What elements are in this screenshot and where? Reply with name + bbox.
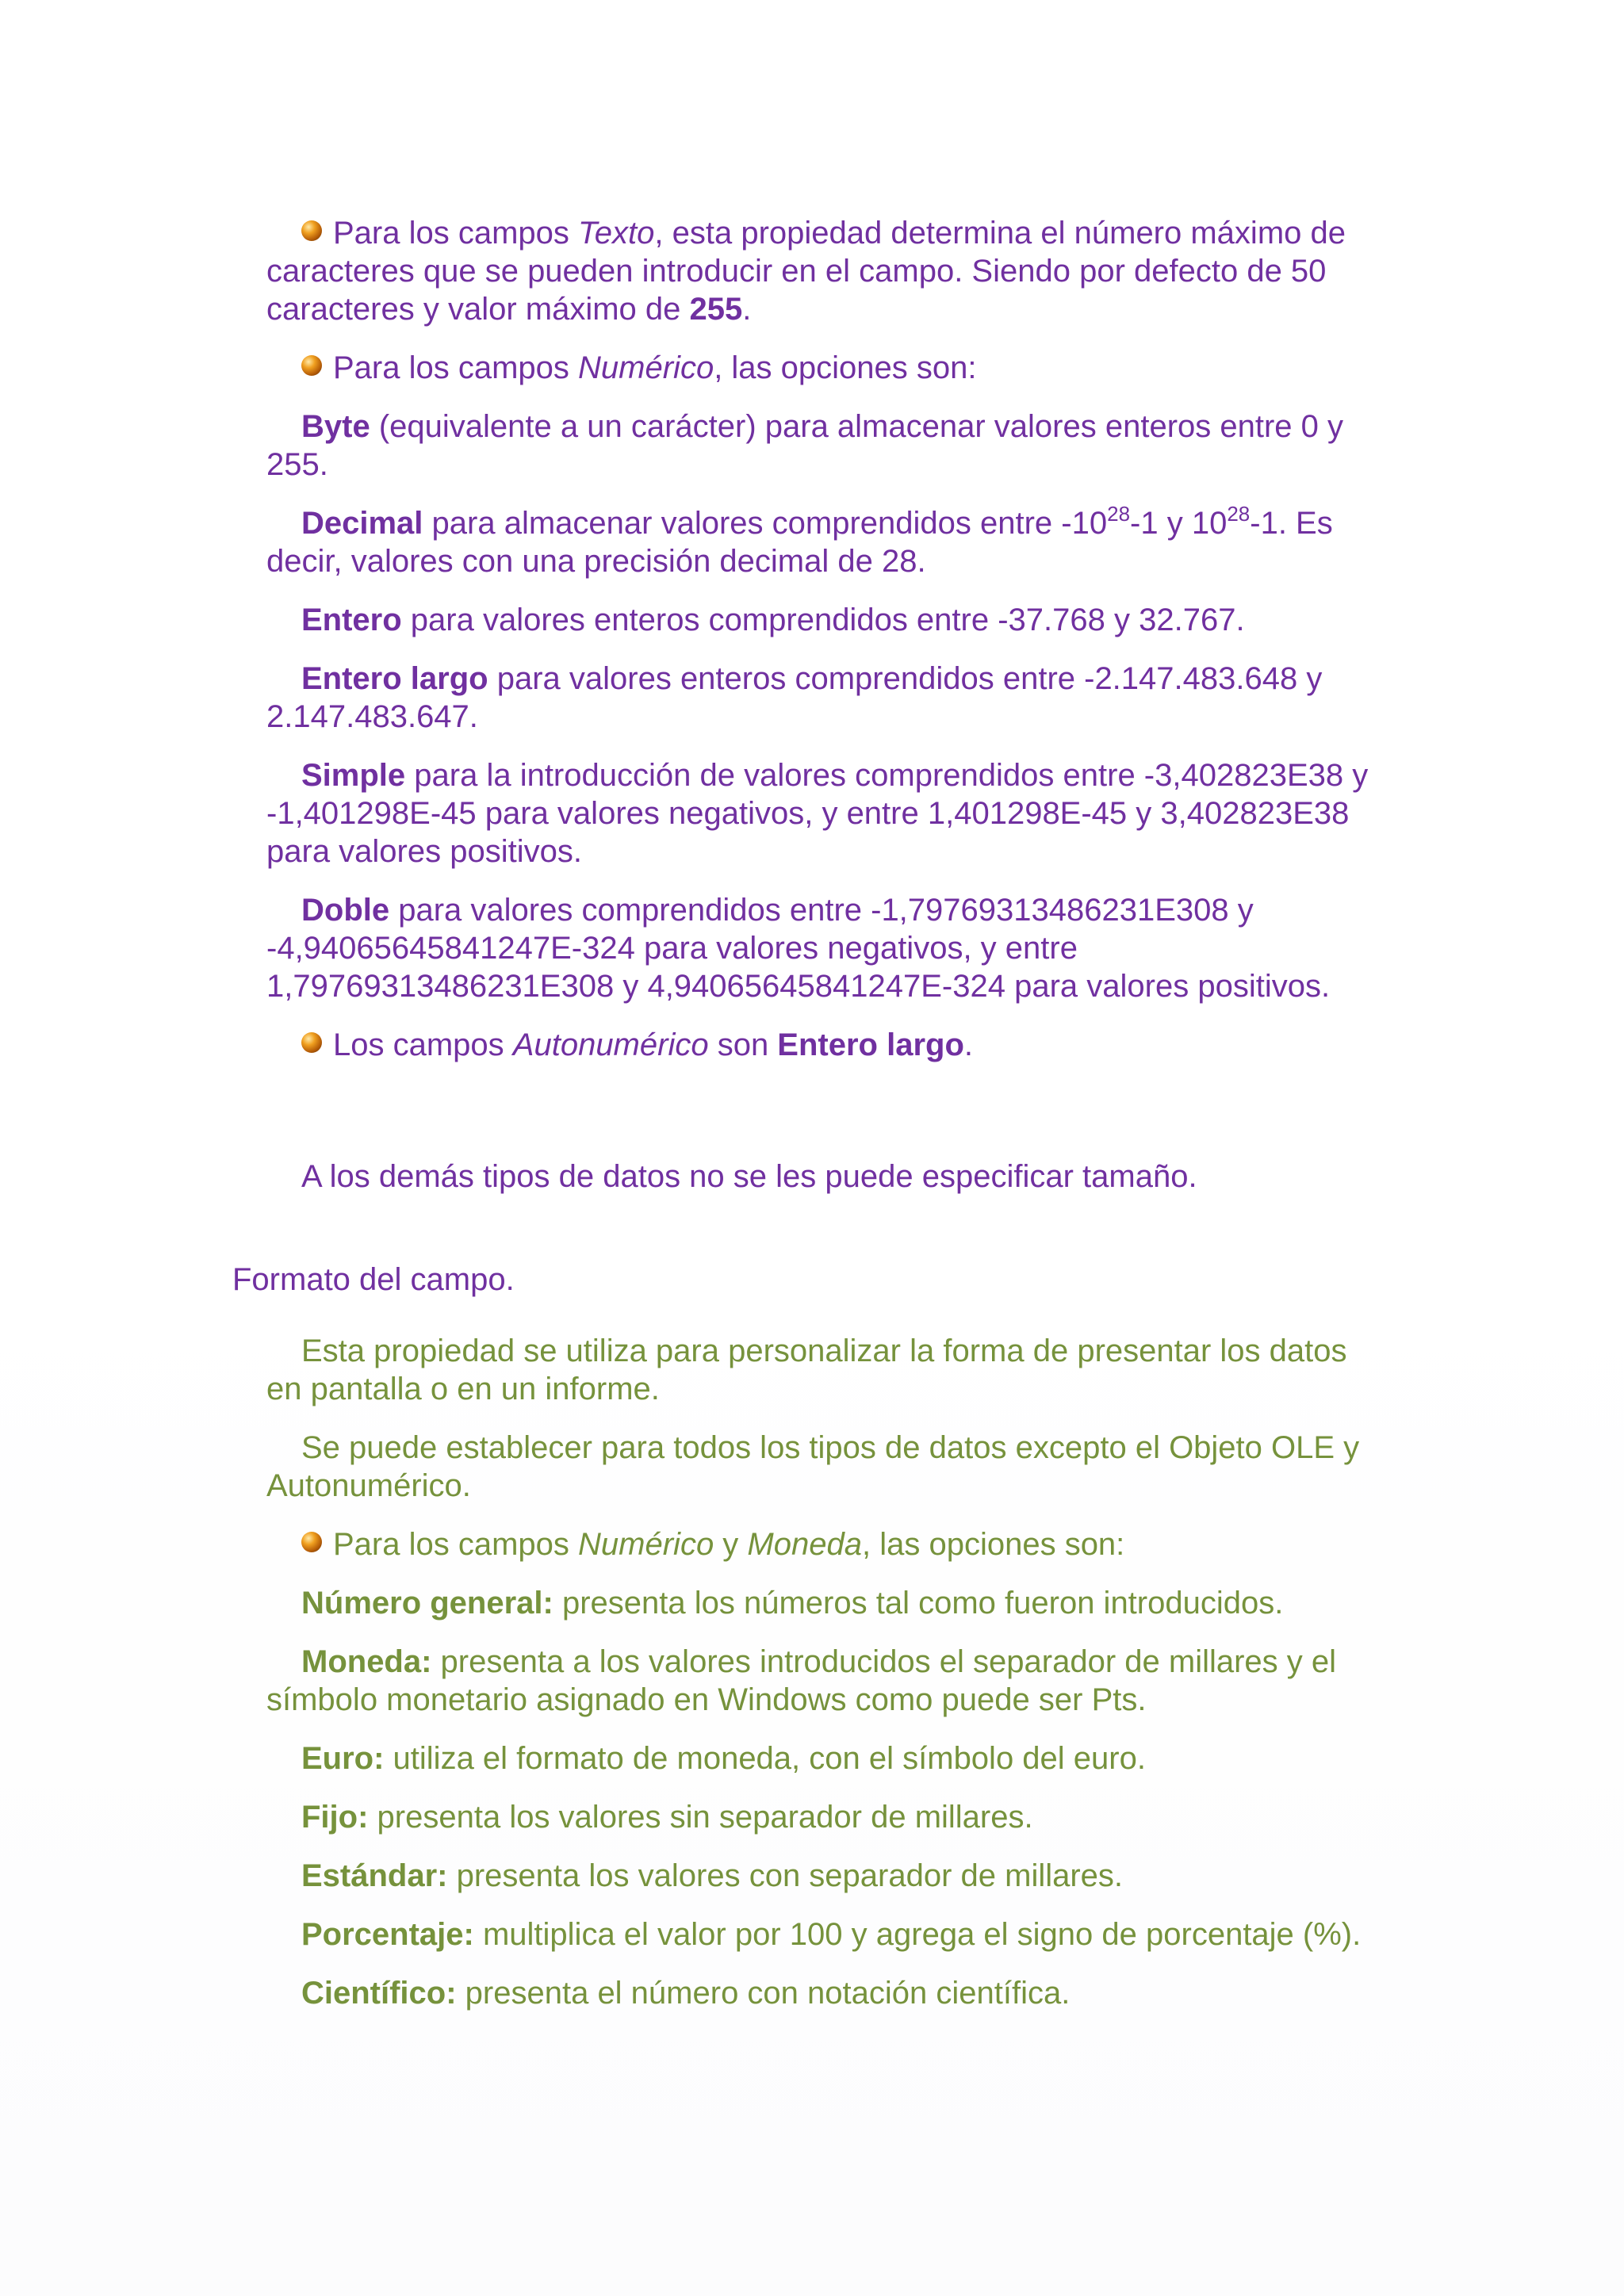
spacer	[266, 1085, 1377, 1158]
other-types-note: A los demás tipos de datos no se les puede especificar tamaño.	[301, 1159, 1197, 1194]
option-doble: Doble para valores comprendidos entre -1,79769313486231E308 y -4,94065645841247E-324 para valores negativos, y entre 1,79769313486231E308 y 4,94065645841247E-324 para valores positivos.	[266, 893, 1331, 1004]
option-simple: Simple para la introducción de valores comprendidos entre -3,402823E38 y -1,401298E-45 para valores negativos, y entre 1,401298E-45 y 3,402823E38 para valores positivos.	[266, 758, 1369, 869]
format-porcentaje: Porcentaje: multiplica el valor por 100 y agrega el signo de porcentaje (%).	[301, 1917, 1362, 1952]
format-applicability: Se puede establecer para todos los tipos de datos excepto el Objeto OLE y Autonumérico.	[266, 1430, 1360, 1503]
bullet-ball-icon	[301, 355, 322, 376]
bullet-ball-icon	[301, 1532, 322, 1552]
option-byte: Byte (equivalente a un carácter) para almacenar valores enteros entre 0 y 255.	[266, 409, 1344, 482]
option-decimal: Decimal para almacenar valores comprendidos entre $-10^{28}-1$ y $10^{28}-1$. Es decir, valores con una precisión decimal de 28.	[266, 502, 1333, 579]
bullet-autonumerico: Los campos Autonumérico son Entero largo.	[266, 1026, 1377, 1064]
section-heading: Formato del campo.	[232, 1262, 515, 1297]
bullet-ball-icon	[301, 220, 322, 241]
field-size-section	[266, 214, 1377, 1216]
format-intro: Esta propiedad se utiliza para personalizar la forma de presentar los datos en pantalla o en un informe.	[266, 1334, 1347, 1406]
option-entero: Entero para valores enteros comprendidos entre -37.768 y 32.767.	[301, 603, 1245, 637]
format-estandar: Estándar: presenta los valores con separador de millares.	[301, 1858, 1124, 1893]
format-moneda: Moneda: presenta a los valores introducidos el separador de millares y el símbolo monetario asignado en Windows como puede ser Pts.	[266, 1644, 1337, 1717]
format-fijo: Fijo: presenta los valores sin separador de millares.	[301, 1800, 1033, 1835]
bullet-ball-icon	[301, 1032, 322, 1053]
bullet-texto: Para los campos Texto, esta propiedad determina el número máximo de caracteres que se pueden introducir en el campo. Siendo por defecto de 50 caracteres y valor máximo de 255.	[266, 216, 1346, 327]
format-numero-general: Número general: presenta los números tal como fueron introducidos.	[301, 1586, 1284, 1621]
format-euro: Euro: utiliza el formato de moneda, con el símbolo del euro.	[301, 1741, 1146, 1776]
format-section	[266, 1332, 1377, 2033]
option-entero-largo: Entero largo para valores enteros comprendidos entre -2.147.483.648 y 2.147.483.647.	[266, 661, 1323, 734]
bullet-numerico: Para los campos Numérico, las opciones son:	[266, 349, 1377, 387]
format-cientifico: Científico: presenta el número con notación científica.	[301, 1976, 1071, 2011]
bullet-numerico-moneda: Para los campos Numérico y Moneda, las opciones son:	[266, 1525, 1377, 1563]
